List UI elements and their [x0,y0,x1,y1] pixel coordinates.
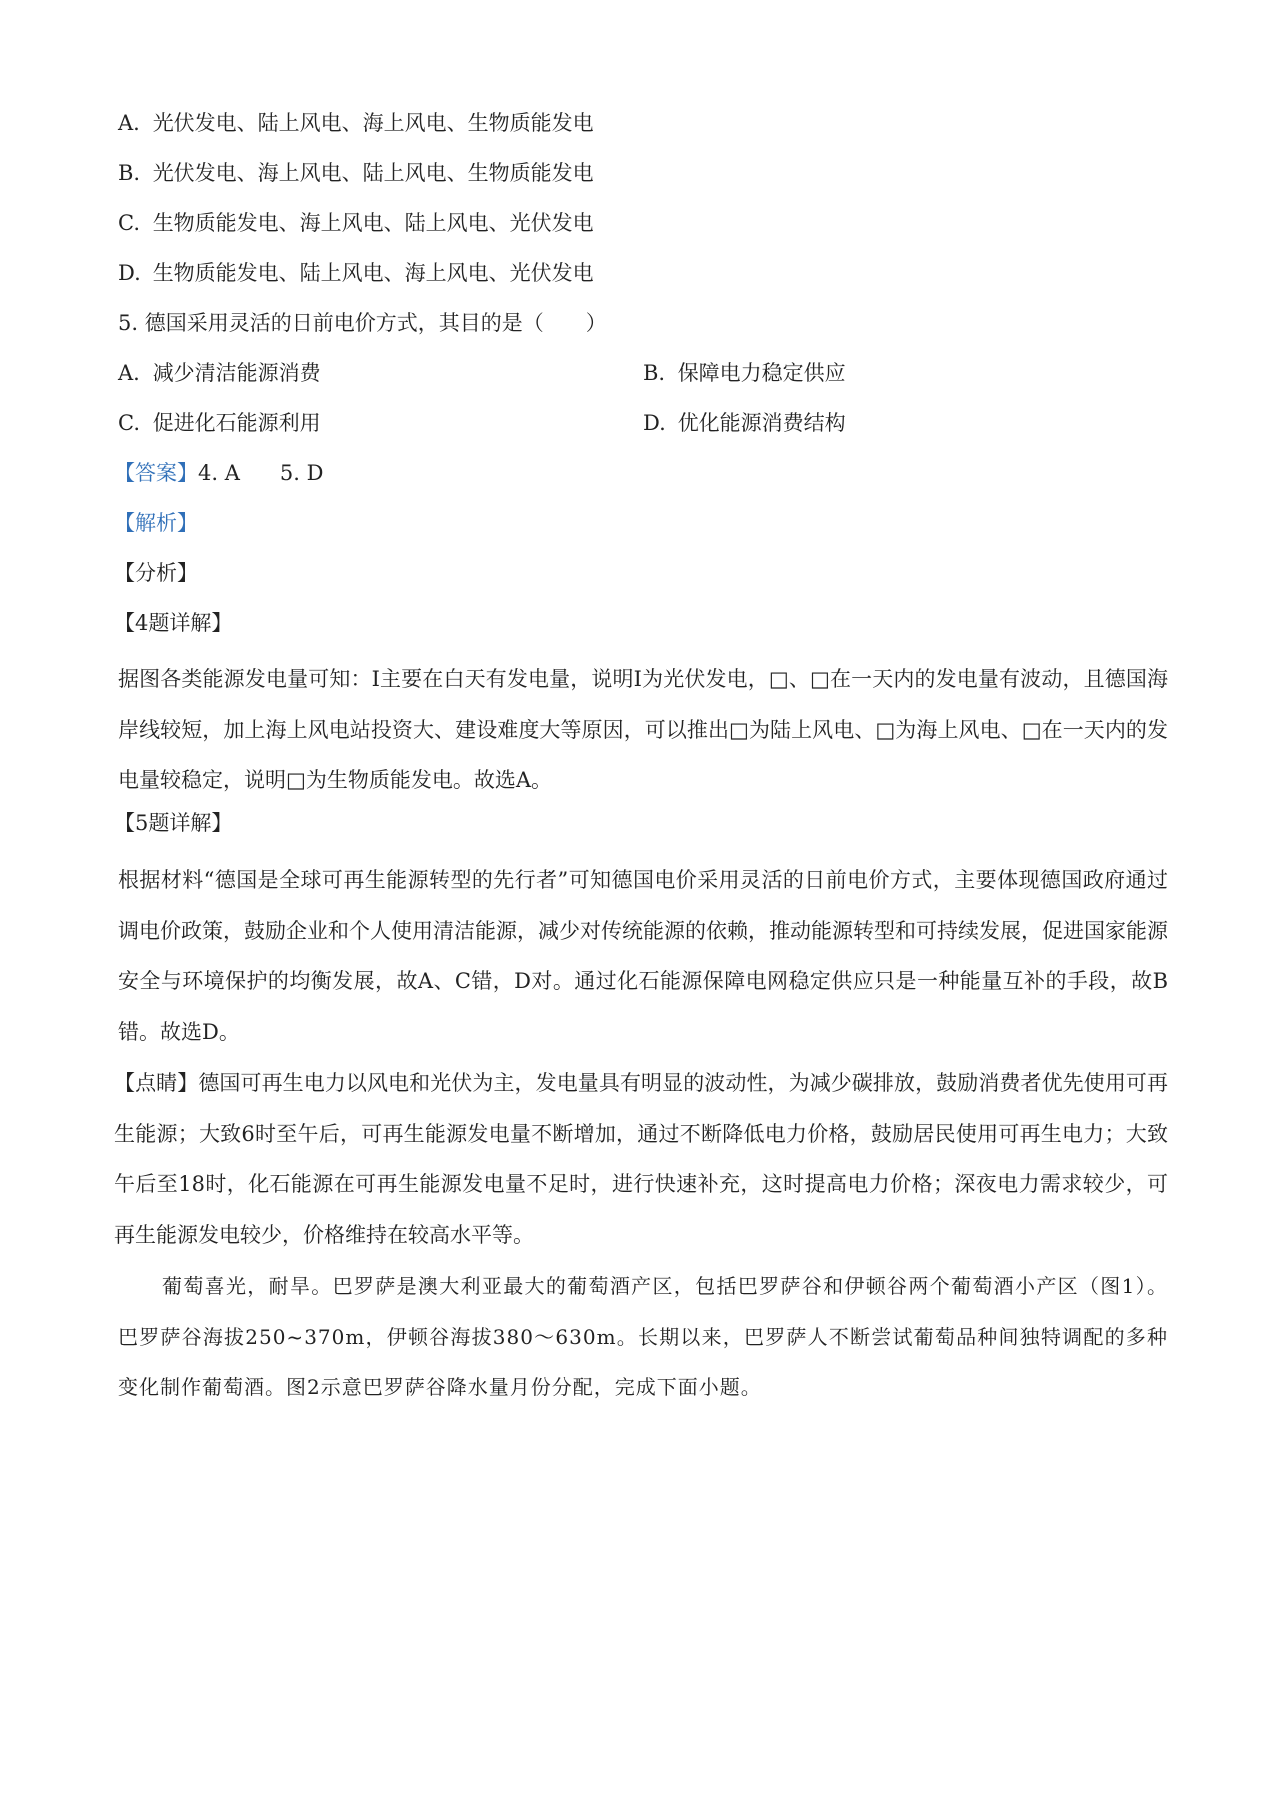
detail-5-heading: 【5题详解】 [114,811,233,835]
answer-4: 4. A [198,461,240,485]
option-text: 生物质能发电、陆上风电、海上风电、光伏发电 [152,261,594,285]
option-label: A. [118,361,140,385]
option-text: 减少清洁能源消费 [152,361,321,385]
option-label: A. [118,111,140,135]
option-text: 光伏发电、陆上风电、海上风电、生物质能发电 [152,111,594,135]
option-text: 光伏发电、海上风电、陆上风电、生物质能发电 [152,161,594,185]
dianjing-block [114,1058,1168,1260]
q5-option-d[interactable] [643,408,846,438]
q4-option-a[interactable] [118,108,594,138]
option-label: D. [118,261,141,285]
analysis-tag: 【解析】 [114,511,198,535]
detail-4-body: 据图各类能源发电量可知：I主要在白天有发电量，说明I为光伏发电，□、□在一天内的发电量有波动，且德国海岸线较短，加上海上风电站投资大、建设难度大等原因，可以推出□为陆上风电、□为海上风电、□在一天内的发电量较稳定，说明□为生物质能发电。故选A。 [118,667,1168,793]
option-text: 生物质能发电、海上风电、陆上风电、光伏发电 [152,211,594,235]
dianjing-body: 德国可再生电力以风电和光伏为主，发电量具有明显的波动性，为减少碳排放，鼓励消费者优先使用可再生能源；大致6时至午后，可再生能源发电量不断增加，通过不断降低电力价格，鼓励居民使用可再生电力；大致午后至18时，化石能源在可再生能源发电量不足时，进行快速补充，这时提高电力价格；深夜电力需求较少，可再生能源发电较少，价格维持在较高水平等。 [114,1071,1168,1247]
option-label: C. [118,411,140,435]
q4-option-d[interactable] [118,258,594,288]
q5-option-a[interactable] [118,358,321,388]
q5-option-c[interactable] [118,408,321,438]
option-text: 促进化石能源利用 [152,411,321,435]
q4-option-c[interactable] [118,208,594,238]
q5-option-b[interactable] [643,358,846,388]
detail-5-body: 根据材料“德国是全球可再生能源转型的先行者”可知德国电价采用灵活的日前电价方式，主要体现德国政府通过调电价政策，鼓励企业和个人使用清洁能源，减少对传统能源的依赖，推动能源转型和可持续发展，促进国家能源安全与环境保护的均衡发展，故A、C错，D对。通过化石能源保障电网稳定供应只是一种能量互补的手段，故B错。故选D。 [118,868,1168,1044]
option-text: 优化能源消费结构 [677,411,846,435]
option-label: D. [643,411,666,435]
q4-option-b[interactable] [118,158,594,188]
material-paragraph: 葡萄喜光，耐旱。巴罗萨是澳大利亚最大的葡萄酒产区，包括巴罗萨谷和伊顿谷两个葡萄酒小产区（图1）。巴罗萨谷海拔250~370m，伊顿谷海拔380～630m。长期以来，巴罗萨人不断尝试葡萄品种间独特调配的多种变化制作葡萄酒。图2示意巴罗萨谷降水量月份分配，完成下面小题。 [118,1274,1168,1400]
detail-4-heading: 【4题详解】 [114,611,233,635]
answer-line [114,458,323,488]
answer-5: 5. D [279,461,324,485]
option-label: C. [118,211,140,235]
option-label: B. [643,361,666,385]
dianjing-tag: 【点睛】 [114,1071,199,1095]
q5-stem: 5. 德国采用灵活的日前电价方式，其目的是（ ） [118,311,607,335]
option-text: 保障电力稳定供应 [677,361,846,385]
option-label: B. [118,161,141,185]
answer-tag: 【答案】 [114,461,198,485]
fenxi-tag: 【分析】 [114,561,198,585]
